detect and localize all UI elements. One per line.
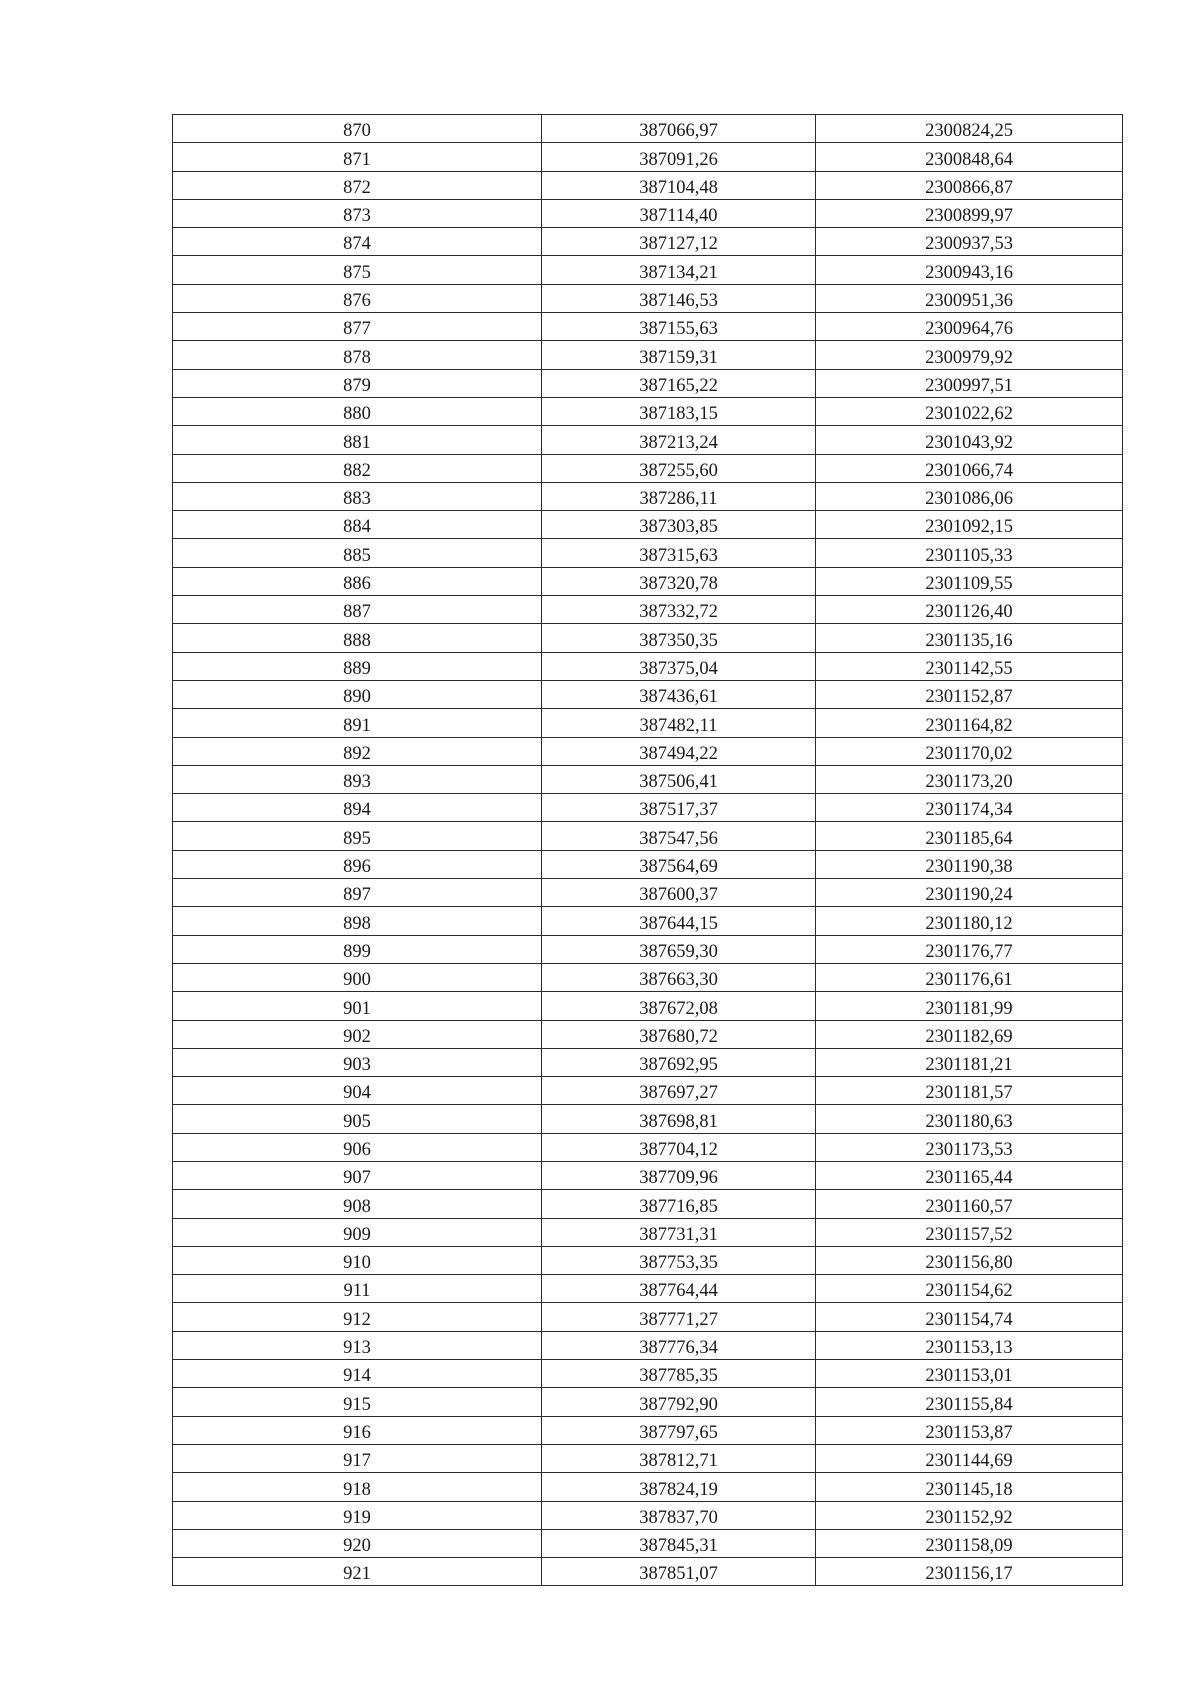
x-coordinate-cell: 387134,21 <box>542 256 816 284</box>
y-coordinate-cell: 2301153,87 <box>816 1416 1123 1444</box>
point-number-cell: 874 <box>173 228 542 256</box>
point-number-cell: 897 <box>173 879 542 907</box>
table-row <box>173 596 1123 624</box>
y-coordinate-cell: 2301153,13 <box>816 1331 1123 1359</box>
y-coordinate-cell: 2301158,09 <box>816 1529 1123 1557</box>
point-number-cell: 920 <box>173 1529 542 1557</box>
table-row <box>173 567 1123 595</box>
y-coordinate-cell: 2300964,76 <box>816 313 1123 341</box>
x-coordinate-cell: 387672,08 <box>542 992 816 1020</box>
point-number-cell: 905 <box>173 1105 542 1133</box>
x-coordinate-cell: 387547,56 <box>542 822 816 850</box>
point-number-cell: 872 <box>173 171 542 199</box>
x-coordinate-cell: 387332,72 <box>542 596 816 624</box>
table-row <box>173 426 1123 454</box>
table-row <box>173 1190 1123 1218</box>
x-coordinate-cell: 387851,07 <box>542 1558 816 1586</box>
x-coordinate-cell: 387350,35 <box>542 624 816 652</box>
table-row <box>173 1218 1123 1246</box>
point-number-cell: 880 <box>173 397 542 425</box>
point-number-cell: 912 <box>173 1303 542 1331</box>
point-number-cell: 909 <box>173 1218 542 1246</box>
x-coordinate-cell: 387771,27 <box>542 1303 816 1331</box>
y-coordinate-cell: 2300866,87 <box>816 171 1123 199</box>
point-number-cell: 892 <box>173 737 542 765</box>
point-number-cell: 900 <box>173 963 542 991</box>
y-coordinate-cell: 2301173,53 <box>816 1133 1123 1161</box>
point-number-cell: 879 <box>173 369 542 397</box>
x-coordinate-cell: 387255,60 <box>542 454 816 482</box>
x-coordinate-cell: 387303,85 <box>542 511 816 539</box>
table-row <box>173 624 1123 652</box>
table-row <box>173 907 1123 935</box>
x-coordinate-cell: 387731,31 <box>542 1218 816 1246</box>
x-coordinate-cell: 387375,04 <box>542 652 816 680</box>
point-number-cell: 876 <box>173 284 542 312</box>
point-number-cell: 891 <box>173 709 542 737</box>
y-coordinate-cell: 2301092,15 <box>816 511 1123 539</box>
point-number-cell: 888 <box>173 624 542 652</box>
point-number-cell: 918 <box>173 1473 542 1501</box>
table-row <box>173 652 1123 680</box>
x-coordinate-cell: 387286,11 <box>542 482 816 510</box>
point-number-cell: 915 <box>173 1388 542 1416</box>
table-row <box>173 850 1123 878</box>
x-coordinate-cell: 387320,78 <box>542 567 816 595</box>
y-coordinate-cell: 2301182,69 <box>816 1020 1123 1048</box>
x-coordinate-cell: 387692,95 <box>542 1048 816 1076</box>
y-coordinate-cell: 2300997,51 <box>816 369 1123 397</box>
point-number-cell: 887 <box>173 596 542 624</box>
y-coordinate-cell: 2301173,20 <box>816 765 1123 793</box>
y-coordinate-cell: 2300848,64 <box>816 143 1123 171</box>
y-coordinate-cell: 2301154,62 <box>816 1275 1123 1303</box>
point-number-cell: 896 <box>173 850 542 878</box>
x-coordinate-cell: 387506,41 <box>542 765 816 793</box>
x-coordinate-cell: 387797,65 <box>542 1416 816 1444</box>
x-coordinate-cell: 387091,26 <box>542 143 816 171</box>
x-coordinate-cell: 387517,37 <box>542 794 816 822</box>
table-row <box>173 1501 1123 1529</box>
x-coordinate-cell: 387494,22 <box>542 737 816 765</box>
table-row <box>173 369 1123 397</box>
table-row <box>173 539 1123 567</box>
point-number-cell: 873 <box>173 199 542 227</box>
x-coordinate-cell: 387600,37 <box>542 879 816 907</box>
table-row <box>173 765 1123 793</box>
y-coordinate-cell: 2301152,87 <box>816 680 1123 708</box>
table-row <box>173 256 1123 284</box>
table-row <box>173 1473 1123 1501</box>
table-row <box>173 284 1123 312</box>
point-number-cell: 898 <box>173 907 542 935</box>
y-coordinate-cell: 2301022,62 <box>816 397 1123 425</box>
y-coordinate-cell: 2300943,16 <box>816 256 1123 284</box>
table-row <box>173 454 1123 482</box>
y-coordinate-cell: 2300824,25 <box>816 115 1123 143</box>
x-coordinate-cell: 387753,35 <box>542 1246 816 1274</box>
point-number-cell: 904 <box>173 1077 542 1105</box>
table-row <box>173 1105 1123 1133</box>
x-coordinate-cell: 387812,71 <box>542 1444 816 1472</box>
x-coordinate-cell: 387663,30 <box>542 963 816 991</box>
y-coordinate-cell: 2301145,18 <box>816 1473 1123 1501</box>
y-coordinate-cell: 2301153,01 <box>816 1360 1123 1388</box>
point-number-cell: 890 <box>173 680 542 708</box>
table-row <box>173 963 1123 991</box>
x-coordinate-cell: 387824,19 <box>542 1473 816 1501</box>
table-row <box>173 1133 1123 1161</box>
y-coordinate-cell: 2301043,92 <box>816 426 1123 454</box>
x-coordinate-cell: 387213,24 <box>542 426 816 454</box>
point-number-cell: 870 <box>173 115 542 143</box>
table-row <box>173 341 1123 369</box>
x-coordinate-cell: 387104,48 <box>542 171 816 199</box>
table-row <box>173 1275 1123 1303</box>
table-row <box>173 992 1123 1020</box>
table-row <box>173 680 1123 708</box>
x-coordinate-cell: 387764,44 <box>542 1275 816 1303</box>
table-row <box>173 115 1123 143</box>
y-coordinate-cell: 2300937,53 <box>816 228 1123 256</box>
table-row <box>173 482 1123 510</box>
y-coordinate-cell: 2301190,24 <box>816 879 1123 907</box>
y-coordinate-cell: 2300979,92 <box>816 341 1123 369</box>
y-coordinate-cell: 2301181,21 <box>816 1048 1123 1076</box>
x-coordinate-cell: 387066,97 <box>542 115 816 143</box>
point-number-cell: 885 <box>173 539 542 567</box>
table-row <box>173 143 1123 171</box>
y-coordinate-cell: 2301109,55 <box>816 567 1123 595</box>
point-number-cell: 907 <box>173 1161 542 1189</box>
table-row <box>173 397 1123 425</box>
x-coordinate-cell: 387716,85 <box>542 1190 816 1218</box>
y-coordinate-cell: 2301170,02 <box>816 737 1123 765</box>
x-coordinate-cell: 387680,72 <box>542 1020 816 1048</box>
y-coordinate-cell: 2301156,17 <box>816 1558 1123 1586</box>
point-number-cell: 894 <box>173 794 542 822</box>
point-number-cell: 919 <box>173 1501 542 1529</box>
x-coordinate-cell: 387127,12 <box>542 228 816 256</box>
point-number-cell: 914 <box>173 1360 542 1388</box>
x-coordinate-cell: 387315,63 <box>542 539 816 567</box>
table-row <box>173 1360 1123 1388</box>
y-coordinate-cell: 2301157,52 <box>816 1218 1123 1246</box>
point-number-cell: 884 <box>173 511 542 539</box>
table-row <box>173 228 1123 256</box>
table-row <box>173 1303 1123 1331</box>
y-coordinate-cell: 2301126,40 <box>816 596 1123 624</box>
point-number-cell: 881 <box>173 426 542 454</box>
point-number-cell: 901 <box>173 992 542 1020</box>
table-row <box>173 1529 1123 1557</box>
x-coordinate-cell: 387436,61 <box>542 680 816 708</box>
point-number-cell: 913 <box>173 1331 542 1359</box>
table-row <box>173 822 1123 850</box>
y-coordinate-cell: 2301185,64 <box>816 822 1123 850</box>
point-number-cell: 916 <box>173 1416 542 1444</box>
x-coordinate-cell: 387698,81 <box>542 1105 816 1133</box>
x-coordinate-cell: 387146,53 <box>542 284 816 312</box>
table-row <box>173 1416 1123 1444</box>
x-coordinate-cell: 387776,34 <box>542 1331 816 1359</box>
x-coordinate-cell: 387165,22 <box>542 369 816 397</box>
point-number-cell: 899 <box>173 935 542 963</box>
y-coordinate-cell: 2300951,36 <box>816 284 1123 312</box>
y-coordinate-cell: 2301135,16 <box>816 624 1123 652</box>
x-coordinate-cell: 387837,70 <box>542 1501 816 1529</box>
y-coordinate-cell: 2301181,57 <box>816 1077 1123 1105</box>
table-row <box>173 199 1123 227</box>
x-coordinate-cell: 387644,15 <box>542 907 816 935</box>
y-coordinate-cell: 2301105,33 <box>816 539 1123 567</box>
y-coordinate-cell: 2301180,12 <box>816 907 1123 935</box>
y-coordinate-cell: 2301164,82 <box>816 709 1123 737</box>
y-coordinate-cell: 2301152,92 <box>816 1501 1123 1529</box>
x-coordinate-cell: 387659,30 <box>542 935 816 963</box>
table-row <box>173 1020 1123 1048</box>
table-row <box>173 1331 1123 1359</box>
x-coordinate-cell: 387482,11 <box>542 709 816 737</box>
point-number-cell: 878 <box>173 341 542 369</box>
x-coordinate-cell: 387155,63 <box>542 313 816 341</box>
point-number-cell: 886 <box>173 567 542 595</box>
point-number-cell: 921 <box>173 1558 542 1586</box>
y-coordinate-cell: 2301066,74 <box>816 454 1123 482</box>
point-number-cell: 875 <box>173 256 542 284</box>
y-coordinate-cell: 2301176,61 <box>816 963 1123 991</box>
point-number-cell: 877 <box>173 313 542 341</box>
x-coordinate-cell: 387159,31 <box>542 341 816 369</box>
table-row <box>173 1246 1123 1274</box>
y-coordinate-cell: 2301155,84 <box>816 1388 1123 1416</box>
point-number-cell: 910 <box>173 1246 542 1274</box>
table-row <box>173 709 1123 737</box>
point-number-cell: 895 <box>173 822 542 850</box>
y-coordinate-cell: 2301144,69 <box>816 1444 1123 1472</box>
coordinates-table <box>172 114 1123 1586</box>
y-coordinate-cell: 2301174,34 <box>816 794 1123 822</box>
table-row <box>173 511 1123 539</box>
x-coordinate-cell: 387183,15 <box>542 397 816 425</box>
point-number-cell: 882 <box>173 454 542 482</box>
y-coordinate-cell: 2301180,63 <box>816 1105 1123 1133</box>
y-coordinate-cell: 2300899,97 <box>816 199 1123 227</box>
table-row <box>173 1048 1123 1076</box>
table-row <box>173 879 1123 907</box>
point-number-cell: 906 <box>173 1133 542 1161</box>
y-coordinate-cell: 2301165,44 <box>816 1161 1123 1189</box>
y-coordinate-cell: 2301160,57 <box>816 1190 1123 1218</box>
y-coordinate-cell: 2301086,06 <box>816 482 1123 510</box>
point-number-cell: 917 <box>173 1444 542 1472</box>
x-coordinate-cell: 387709,96 <box>542 1161 816 1189</box>
x-coordinate-cell: 387792,90 <box>542 1388 816 1416</box>
y-coordinate-cell: 2301176,77 <box>816 935 1123 963</box>
point-number-cell: 902 <box>173 1020 542 1048</box>
x-coordinate-cell: 387845,31 <box>542 1529 816 1557</box>
table-row <box>173 1444 1123 1472</box>
y-coordinate-cell: 2301142,55 <box>816 652 1123 680</box>
point-number-cell: 883 <box>173 482 542 510</box>
table-row <box>173 171 1123 199</box>
point-number-cell: 903 <box>173 1048 542 1076</box>
point-number-cell: 911 <box>173 1275 542 1303</box>
table-row <box>173 1388 1123 1416</box>
x-coordinate-cell: 387697,27 <box>542 1077 816 1105</box>
table-row <box>173 1558 1123 1586</box>
point-number-cell: 893 <box>173 765 542 793</box>
point-number-cell: 889 <box>173 652 542 680</box>
y-coordinate-cell: 2301190,38 <box>816 850 1123 878</box>
point-number-cell: 908 <box>173 1190 542 1218</box>
table-row <box>173 1161 1123 1189</box>
x-coordinate-cell: 387564,69 <box>542 850 816 878</box>
table-row <box>173 794 1123 822</box>
x-coordinate-cell: 387785,35 <box>542 1360 816 1388</box>
x-coordinate-cell: 387114,40 <box>542 199 816 227</box>
y-coordinate-cell: 2301156,80 <box>816 1246 1123 1274</box>
point-number-cell: 871 <box>173 143 542 171</box>
table-row <box>173 737 1123 765</box>
x-coordinate-cell: 387704,12 <box>542 1133 816 1161</box>
table-row <box>173 1077 1123 1105</box>
table-row <box>173 313 1123 341</box>
table-row <box>173 935 1123 963</box>
y-coordinate-cell: 2301181,99 <box>816 992 1123 1020</box>
coordinates-table-body <box>173 115 1123 1586</box>
y-coordinate-cell: 2301154,74 <box>816 1303 1123 1331</box>
